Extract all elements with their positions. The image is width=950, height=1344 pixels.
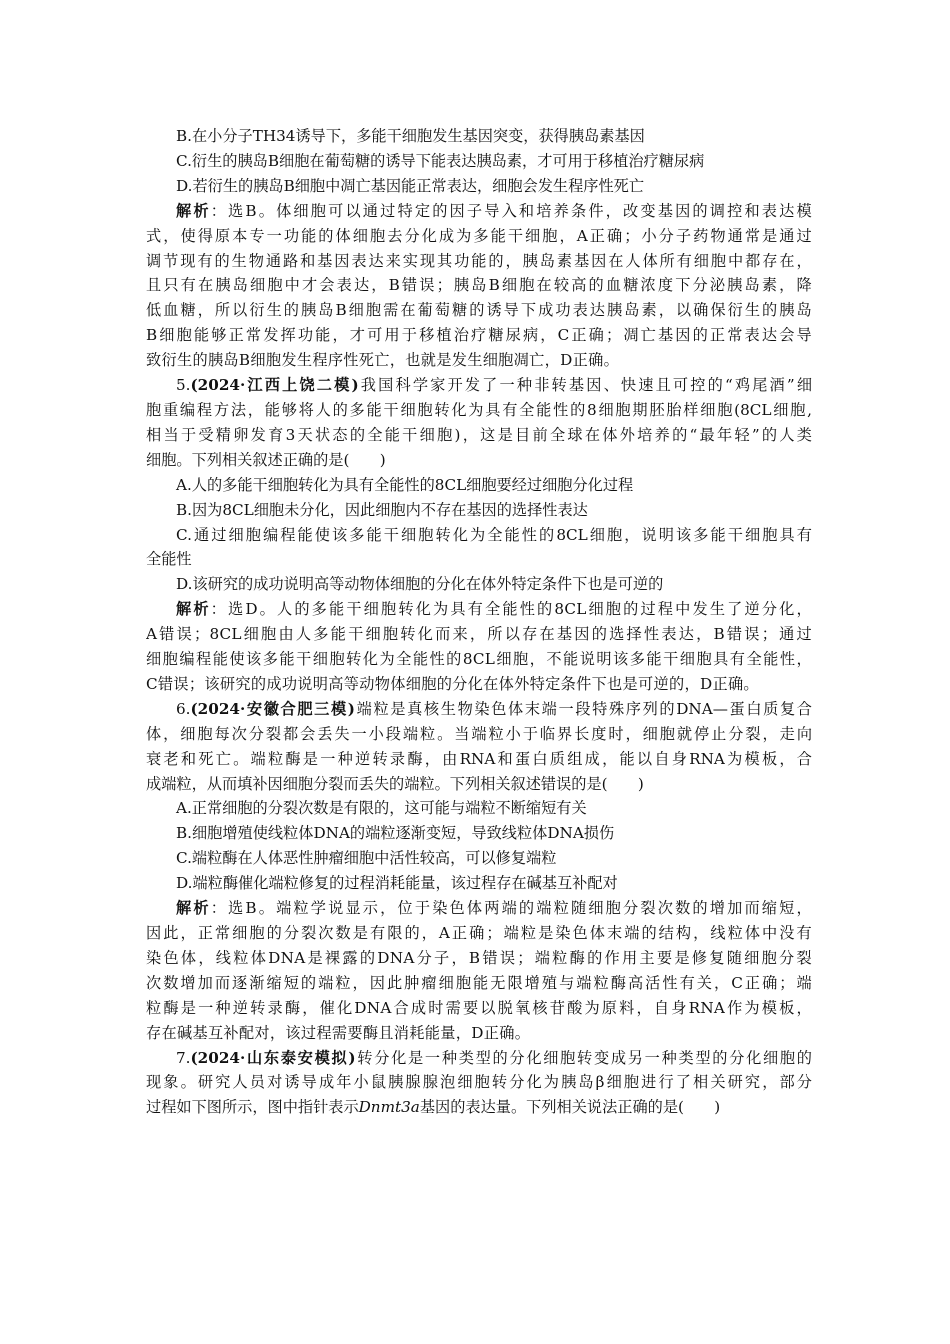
q6-analysis-line-6: 存在碱基互补配对，该过程需要酶且消耗能量，D正确。	[146, 1023, 531, 1042]
q6-analysis-line-2: 因此，正常细胞的分裂次数是有限的，A正确；端粒是染色体末端的结构，线粒体中没有	[146, 924, 812, 942]
q6-number: 6.	[176, 699, 191, 718]
q6-stem-line-1: 6.(2024·安徽合肥三模)端粒是真核生物染色体末端一段特殊序列的DNA—蛋白质复合	[176, 699, 812, 718]
q5-analysis-line-3: 细胞编程能使该多能干细胞转化为全能性的8CL细胞，不能说明该多能干细胞具有全能性，	[146, 650, 812, 669]
q4-option-c: C.衍生的胰岛B细胞在葡萄糖的诱导下能表达胰岛素，才可用于移植治疗糖尿病	[176, 151, 705, 170]
q5-option-c-line-2: 全能性	[146, 550, 192, 569]
q6-stem-line-4: 成端粒，从而填补因细胞分裂而丢失的端粒。下列相关叙述错误的是( )	[146, 774, 644, 793]
q5-stem-line-2: 胞重编程方法，能够将人的多能干细胞转化为具有全能性的8细胞期胚胎样细胞(8CL细胞,	[146, 400, 812, 419]
analysis-label: 解析	[176, 201, 211, 220]
q6-option-a: A.正常细胞的分裂次数是有限的，这可能与端粒不断缩短有关	[176, 799, 587, 818]
q4-analysis-line-2: 式，使得原本专一功能的体细胞去分化成为多能干细胞，A正确；小分子药物通常是通过	[146, 226, 812, 245]
q7-source: (2024·山东泰安模拟)	[190, 1048, 356, 1067]
q6-analysis-line-1: 解析：选B。端粒学说显示，位于染色体两端的端粒随细胞分裂次数的增加而缩短，	[176, 899, 812, 918]
q5-stem-line-1: 5.(2024·江西上饶二模)我国科学家开发了一种非转基因、快速且可控的“鸡尾酒”细	[176, 376, 812, 395]
q4-analysis-line-6: B细胞能够正常发挥功能，才可用于移植治疗糖尿病，C正确；凋亡基因的正常表达会导	[146, 326, 812, 345]
q6-source: (2024·安徽合肥三模)	[190, 699, 355, 718]
q5-option-a: A.人的多能干细胞转化为具有全能性的8CL细胞要经过细胞分化过程	[176, 475, 634, 494]
q4-analysis-line-4: 且只有在胰岛细胞中才会表达，B错误；胰岛B细胞在较高的血糖浓度下分泌胰岛素，降	[146, 276, 812, 295]
q5-stem-line-4: 细胞。下列相关叙述正确的是( )	[146, 450, 386, 469]
analysis-label: 解析	[176, 600, 211, 619]
gene-name: Dnmt3a	[358, 1098, 420, 1117]
q7-number: 7.	[176, 1048, 191, 1067]
q4-option-b: B.在小分子TH34诱导下，多能干细胞发生基因突变，获得胰岛素基因	[176, 127, 645, 145]
q7-stem-line-1: 7.(2024·山东泰安模拟)转分化是一种类型的分化细胞转变成另一种类型的分化细胞的	[176, 1048, 812, 1067]
q6-analysis-line-4: 次数增加而逐渐缩短的端粒，因此肿瘤细胞能无限增殖与端粒酶高活性有关，C正确；端	[146, 973, 812, 992]
q4-analysis-line-3: 调节现有的生物通路和基因表达来实现其功能的，胰岛素基因在人体所有细胞中都存在，	[146, 251, 812, 270]
q4-analysis-line-5: 低血糖，所以衍生的胰岛B细胞需在葡萄糖的诱导下成功表达胰岛素，以确保衍生的胰岛	[146, 301, 812, 320]
analysis-label: 解析	[176, 899, 211, 918]
q5-option-c-line-1: C.通过细胞编程能使该多能干细胞转化为全能性的8CL细胞，说明该多能干细胞具有	[176, 525, 812, 544]
q4-option-d: D.若衍生的胰岛B细胞中凋亡基因能正常表达，细胞会发生程序性死亡	[176, 176, 645, 195]
q6-stem-line-3: 衰老和死亡。端粒酶是一种逆转录酶，由RNA和蛋白质组成，能以自身RNA为模板，合	[146, 749, 812, 768]
q5-analysis-line-1: 解析：选D。人的多能干细胞转化为具有全能性的8CL细胞的过程中发生了逆分化，	[176, 600, 812, 619]
q6-option-d: D.端粒酶催化端粒修复的过程消耗能量，该过程存在碱基互补配对	[176, 874, 618, 893]
q4-analysis-line-1: 解析：选B。体细胞可以通过特定的因子导入和培养条件，改变基因的调控和表达模	[176, 201, 812, 220]
q5-stem-line-3: 相当于受精卵发育3天状态的全能干细胞)，这是目前全球在体外培养的“最年轻”的人类	[146, 425, 812, 444]
q5-option-d: D.该研究的成功说明高等动物体细胞的分化在体外特定条件下也是可逆的	[176, 575, 664, 594]
q7-stem-line-2: 现象。研究人员对诱导成年小鼠胰腺腺泡细胞转分化为胰岛β细胞进行了相关研究，部分	[146, 1073, 812, 1092]
document-page	[146, 124, 812, 1120]
q6-option-b: B.细胞增殖使线粒体DNA的端粒逐渐变短，导致线粒体DNA损伤	[176, 824, 615, 843]
q7-stem-line-3: 过程如下图所示，图中指针表示Dnmt3a基因的表达量。下列相关说法正确的是( )	[146, 1098, 721, 1117]
q5-analysis-line-2: A错误；8CL细胞由人多能干细胞转化而来，所以存在基因的选择性表达，B错误；通过	[146, 625, 812, 644]
q6-analysis-line-3: 染色体，线粒体DNA是裸露的DNA分子，B错误；端粒酶的作用主要是修复随细胞分裂	[146, 948, 812, 967]
q6-option-c: C.端粒酶在人体恶性肿瘤细胞中活性较高，可以修复端粒	[176, 849, 557, 868]
q6-stem-line-2: 体，细胞每次分裂都会丢失一小段端粒。当端粒小于临界长度时，细胞就停止分裂，走向	[146, 724, 812, 743]
q5-number: 5.	[176, 376, 191, 395]
q6-analysis-line-5: 粒酶是一种逆转录酶，催化DNA合成时需要以脱氧核苷酸为原料，自身RNA作为模板，	[146, 998, 812, 1017]
q5-analysis-line-4: C错误；该研究的成功说明高等动物体细胞的分化在体外特定条件下也是可逆的，D正确。	[146, 674, 759, 693]
q4-analysis-line-7: 致衍生的胰岛B细胞发生程序性死亡，也就是发生细胞凋亡，D正确。	[146, 351, 620, 370]
q5-option-b: B.因为8CL细胞未分化，因此细胞内不存在基因的选择性表达	[176, 500, 588, 519]
q5-source: (2024·江西上饶二模)	[190, 376, 359, 395]
